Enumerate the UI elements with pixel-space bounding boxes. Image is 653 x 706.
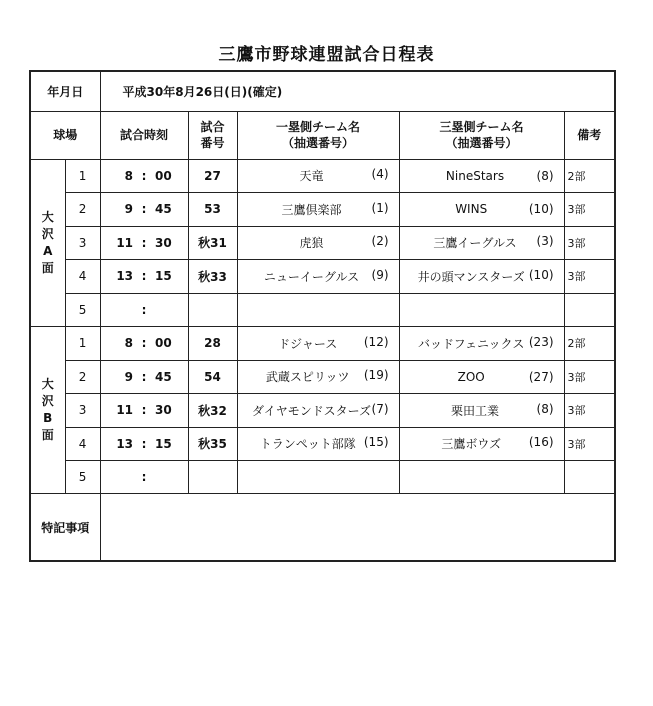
first-base-team [237,226,399,259]
remarks-cell: 2部 [564,159,615,192]
row-number: 2 [65,360,100,393]
remarks-cell: 2部 [564,327,615,360]
first-base-team [237,327,399,360]
third-base-team [399,460,564,493]
team-name: 天竜 [299,169,324,184]
date-row [30,71,615,112]
time-hour: 11 [116,235,134,250]
time-separator: : [141,336,147,351]
lottery-number: (8) [536,168,554,183]
venue-name: 大沢B面 [30,327,65,494]
match-time [100,193,188,226]
row-number: 5 [65,460,100,493]
team-name: NineStars [445,168,505,183]
time-separator: : [141,168,147,183]
team-name: WINS [455,202,488,217]
game-number: 秋35 [188,427,237,460]
team-name: 虎狼 [299,236,324,251]
team-name: ZOO [457,369,485,384]
lottery-number: (10) [528,267,554,282]
time-minute: 00 [155,168,172,183]
third-base-team [399,260,564,293]
lottery-number: (2) [371,234,389,249]
row-number: 1 [65,327,100,360]
team-name: バッドフェニックス [417,336,525,351]
header-remarks: 備考 [564,112,615,160]
time-separator: : [141,403,147,418]
time-minute: 30 [155,403,172,418]
remarks-cell [564,460,615,493]
time-hour: 8 [124,336,134,351]
team-name: ドジャース [278,336,338,351]
notes-label: 特記事項 [30,494,100,561]
schedule-table [29,70,616,562]
time-minute: 15 [155,269,172,284]
schedule-row [30,260,615,293]
lottery-number: (10) [528,202,554,217]
date-label: 年月日 [30,71,100,112]
time-separator: : [141,202,147,217]
time-separator: : [141,302,147,317]
time-separator: : [141,269,147,284]
remarks-cell: 3部 [564,260,615,293]
time-minute: 45 [155,202,172,217]
time-minute: 15 [155,436,172,451]
schedule-row [30,226,615,259]
row-number: 4 [65,427,100,460]
time-separator: : [141,470,147,485]
game-number: 28 [188,327,237,360]
first-base-team [237,360,399,393]
team-name: 三鷹倶楽部 [281,202,342,217]
schedule-row [30,360,615,393]
time-minute: 45 [155,369,172,384]
row-number: 3 [65,226,100,259]
game-number: 秋33 [188,260,237,293]
first-base-team [237,193,399,226]
team-name: トランペット部隊 [259,437,356,452]
lottery-number: (16) [528,435,554,450]
lottery-number: (23) [528,334,554,349]
match-time [100,159,188,192]
row-number: 4 [65,260,100,293]
game-number: 秋31 [188,226,237,259]
lottery-number: (9) [371,267,389,282]
game-number: 27 [188,159,237,192]
third-base-team [399,327,564,360]
match-time [100,460,188,493]
time-minute: 00 [155,336,172,351]
match-time [100,360,188,393]
remarks-cell: 3部 [564,193,615,226]
third-base-team [399,427,564,460]
team-name: 井の頭マンスターズ [417,269,525,284]
team-name: 栗田工業 [451,403,500,418]
lottery-number: (15) [363,435,389,450]
team-name: ダイヤモンドスターズ [251,403,372,418]
game-number: 54 [188,360,237,393]
team-name: 武蔵スピリッツ [265,370,350,385]
schedule-row [30,193,615,226]
first-base-team [237,460,399,493]
time-separator: : [141,235,147,250]
third-base-team [399,226,564,259]
header-time: 試合時刻 [100,112,188,160]
time-separator: : [141,369,147,384]
time-hour: 9 [124,202,134,217]
match-time [100,394,188,427]
team-name: 三鷹ボウズ [441,437,502,452]
notes-row [30,494,615,561]
lottery-number: (27) [528,369,554,384]
time-separator: : [141,436,147,451]
game-number: 53 [188,193,237,226]
match-time [100,226,188,259]
header-row [30,112,615,160]
schedule-row [30,394,615,427]
third-base-team [399,360,564,393]
third-base-team [399,394,564,427]
team-name: 三鷹イーグルス [433,236,517,251]
row-number: 3 [65,394,100,427]
date-value: 平成30年8月26日(日)(確定) [100,71,615,112]
time-hour: 8 [124,168,134,183]
schedule-row [30,427,615,460]
time-hour: 13 [116,269,134,284]
game-number: 秋32 [188,394,237,427]
remarks-cell: 3部 [564,427,615,460]
lottery-number: (4) [371,167,389,182]
header-first-base: 一塁側チーム名 （抽選番号） [237,112,399,160]
remarks-cell: 3部 [564,360,615,393]
match-time [100,427,188,460]
time-minute: 30 [155,235,172,250]
team-name: ニューイーグルス [263,269,360,284]
schedule-row [30,293,615,326]
first-base-team [237,260,399,293]
lottery-number: (19) [363,368,389,383]
remarks-cell [564,293,615,326]
lottery-number: (3) [536,234,554,249]
lottery-number: (7) [371,401,389,416]
time-hour: 13 [116,436,134,451]
row-number: 1 [65,159,100,192]
first-base-team [237,427,399,460]
row-number: 2 [65,193,100,226]
third-base-team [399,293,564,326]
header-third-base: 三塁側チーム名 （抽選番号） [399,112,564,160]
row-number: 5 [65,293,100,326]
time-hour: 9 [124,369,134,384]
schedule-row [30,460,615,493]
first-base-team [237,159,399,192]
time-hour: 11 [116,403,134,418]
lottery-number: (8) [536,401,554,416]
page-title: 三鷹市野球連盟試合日程表 [218,45,435,65]
game-number [188,460,237,493]
match-time [100,260,188,293]
header-game-no: 試合 番号 [188,112,237,160]
lottery-number: (12) [363,334,389,349]
notes-value [100,494,615,561]
remarks-cell: 3部 [564,394,615,427]
lottery-number: (1) [371,200,389,215]
match-time [100,327,188,360]
third-base-team [399,193,564,226]
first-base-team [237,394,399,427]
schedule-row [30,159,615,192]
game-number [188,293,237,326]
remarks-cell: 3部 [564,226,615,259]
match-time [100,293,188,326]
third-base-team [399,159,564,192]
first-base-team [237,293,399,326]
venue-name: 大沢A面 [30,159,65,326]
header-venue: 球場 [30,112,100,160]
schedule-row [30,327,615,360]
